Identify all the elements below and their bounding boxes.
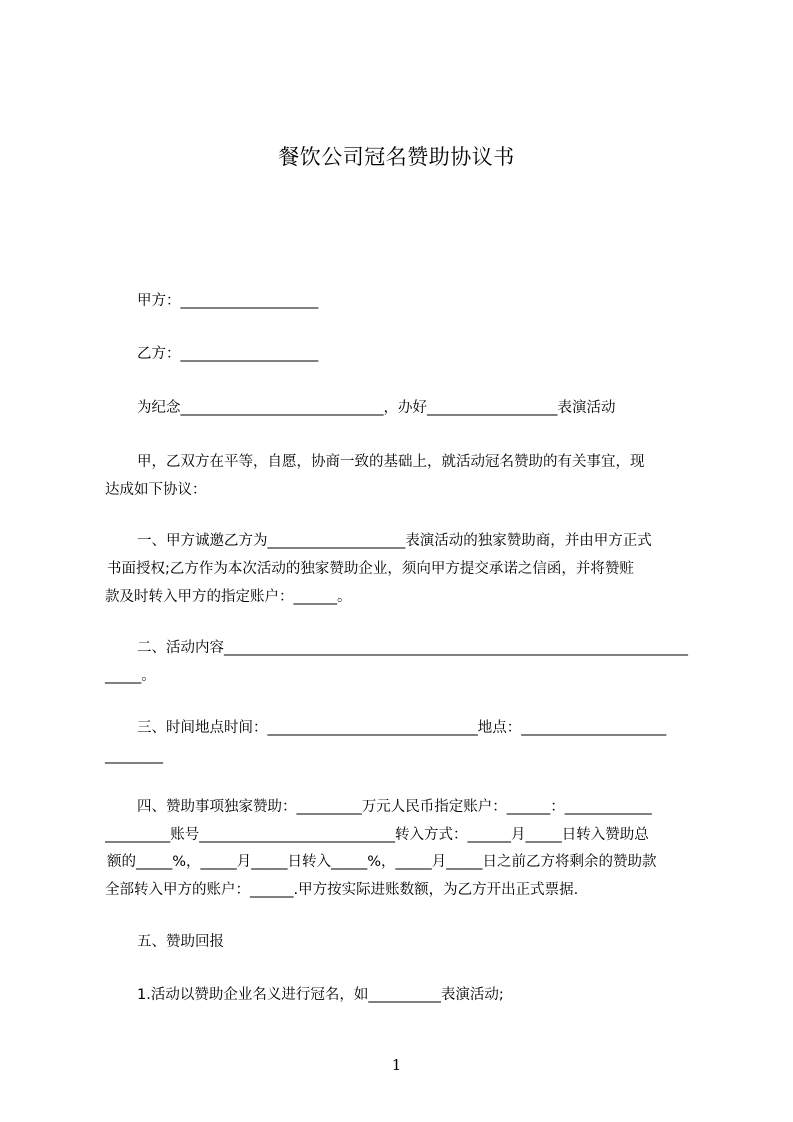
purpose-line: 为纪念____________________________，办好__________________表演活动 xyxy=(137,400,616,416)
clause-3-line-1: 三、时间地点时间：_____________________________地点：____________________ xyxy=(137,720,667,736)
clause-5-item-1: 1.活动以赞助企业名义进行冠名，如__________表演活动; xyxy=(137,987,504,1003)
party-b-line: 乙方：___________________ xyxy=(137,346,319,362)
page-number: 1 xyxy=(391,1056,402,1074)
party-a-line: 甲方：___________________ xyxy=(137,293,319,309)
clause-1-line-3: 款及时转入甲方的指定账户：______。 xyxy=(105,589,352,605)
clause-2-line-1: 二、活动内容________________________________________________________________ xyxy=(137,640,688,656)
clause-3-line-2: ________ xyxy=(105,748,163,764)
clause-1-line-2: 书面授权;乙方作为本次活动的独家赞助企业，须向甲方提交承诺之信函，并将赞赃 xyxy=(107,561,634,577)
clause-1-line-1: 一、甲方诚邀乙方为___________________表演活动的独家赞助商，并由甲方正式 xyxy=(137,533,652,549)
preamble-line-1: 甲，乙双方在平等，自愿，协商一致的基础上，就活动冠名赞助的有关事宜，现 xyxy=(137,454,645,470)
clause-5-heading: 五、赞助回报 xyxy=(137,934,224,950)
document-title: 餐饮公司冠名赞助协议书 xyxy=(278,145,515,169)
clause-2-line-2: _____。 xyxy=(105,668,156,684)
clause-4-line-2: _________账号___________________________转入方式：______月_____日转入赞助总 xyxy=(105,827,649,843)
clause-4-line-1: 四、赞助事项独家赞助：_________万元人民币指定账户：______：____________ xyxy=(137,799,652,815)
clause-4-line-3: 额的_____%，_____月_____日转入_____%，_____月_____日之前乙方将剩余的赞助款 xyxy=(107,854,657,870)
clause-4-line-4: 全部转入甲方的账户：______.甲方按实际进账数额，为乙方开出正式票据. xyxy=(105,882,579,898)
preamble-line-2: 达成如下协议： xyxy=(105,482,207,498)
